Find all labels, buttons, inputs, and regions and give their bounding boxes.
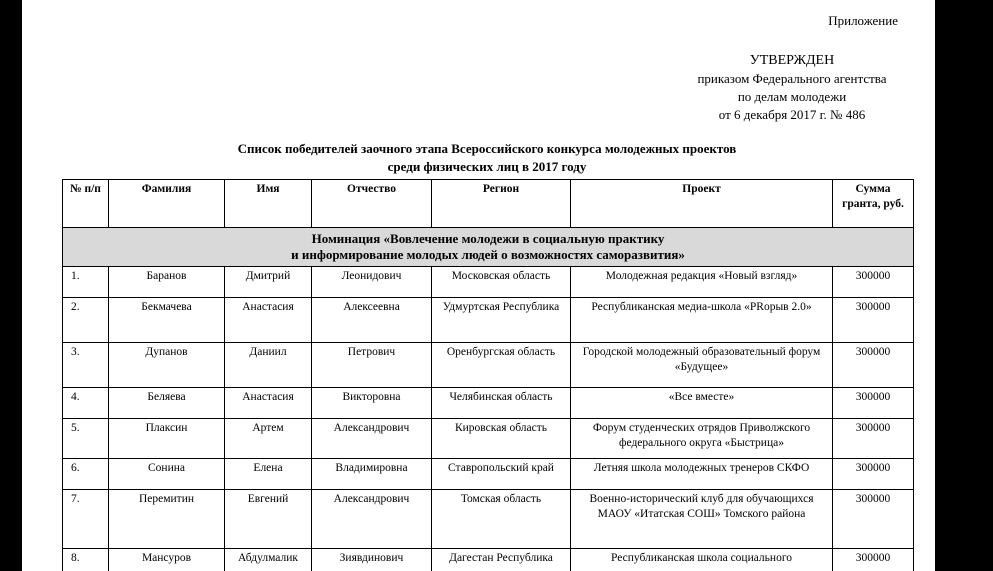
cell-surname: Мансуров [109,549,225,571]
approved-line-3: по делам молодежи [737,89,847,104]
approved-line-4: от 6 декабря 2017 г. № 486 [718,107,866,122]
cell-grant-sum: 300000 [833,298,914,343]
list-title-line-2: среди физических лиц в 2017 году [387,159,587,174]
table-row [63,459,914,490]
nomination-title [63,228,914,267]
cell-surname: Беляева [109,388,225,419]
cell-region: Ставропольский край [432,459,571,490]
table-row [63,388,914,419]
cell-surname: Сонина [109,459,225,490]
cell-region: Дагестан Республика [432,549,571,571]
table-row [63,267,914,298]
column-header-number: № п/п [63,180,109,228]
cell-number: 6. [63,459,109,490]
cell-patronymic: Зиявдинович [312,549,432,571]
cell-grant-sum: 300000 [833,388,914,419]
cell-name: Евгений [225,490,312,549]
cell-project: Республиканская школа социального [571,549,833,571]
cell-project: Республиканская медиа-школа «PRорыв 2.0» [571,298,833,343]
cell-project: Форум студенческих отрядов Приволжского федерального округа «Быстрица» [571,419,833,459]
cell-grant-sum: 300000 [833,490,914,549]
cell-surname: Дупанов [109,343,225,388]
cell-surname: Плаксин [109,419,225,459]
cell-region: Удмуртская Республика [432,298,571,343]
cell-project: Военно-исторический клуб для обучающихся МАОУ «Итатская СОШ» Томского района [571,490,833,549]
cell-patronymic: Викторовна [312,388,432,419]
cell-grant-sum: 300000 [833,459,914,490]
cell-project: Молодежная редакция «Новый взгляд» [571,267,833,298]
list-title-line-1: Список победителей заочного этапа Всероссийского конкурса молодежных проектов [237,141,737,156]
cell-patronymic: Петрович [312,343,432,388]
table-row [63,298,914,343]
nomination-line-1: Номинация «Вовлечение молодежи в социальную практику [311,231,665,246]
table-row [63,549,914,571]
cell-patronymic: Алексеевна [312,298,432,343]
cell-surname: Бекмачева [109,298,225,343]
cell-region: Оренбургская область [432,343,571,388]
nomination-row [63,228,914,267]
column-header-patronymic: Отчество [312,180,432,228]
cell-region: Томская область [432,490,571,549]
cell-surname: Перемитин [109,490,225,549]
cell-grant-sum: 300000 [833,343,914,388]
approval-block [622,52,935,124]
cell-patronymic: Леонидович [312,267,432,298]
cell-number: 7. [63,490,109,549]
column-header-name: Имя [225,180,312,228]
cell-name: Дмитрий [225,267,312,298]
cell-name: Елена [225,459,312,490]
cell-region: Кировская область [432,419,571,459]
cell-name: Артем [225,419,312,459]
nomination-line-2: и информирование молодых людей о возможностях саморазвития» [291,247,685,262]
cell-name: Анастасия [225,298,312,343]
winners-table [62,179,914,571]
cell-number: 3. [63,343,109,388]
column-header-grant-sum: Сумма гранта, руб. [833,180,914,228]
appendix-label: Приложение [828,13,898,28]
document-page [22,0,935,571]
cell-name: Даниил [225,343,312,388]
approved-line-2: приказом Федерального агентства [697,71,887,86]
cell-number: 5. [63,419,109,459]
cell-project: Летняя школа молодежных тренеров СКФО [571,459,833,490]
cell-grant-sum: 300000 [833,419,914,459]
cell-patronymic: Александрович [312,490,432,549]
cell-number: 1. [63,267,109,298]
cell-project: «Все вместе» [571,388,833,419]
column-header-project: Проект [571,180,833,228]
list-title [62,140,912,176]
cell-region: Московская область [432,267,571,298]
cell-grant-sum: 300000 [833,267,914,298]
table-header-row [63,180,914,228]
cell-number: 2. [63,298,109,343]
cell-surname: Баранов [109,267,225,298]
cell-region: Челябинская область [432,388,571,419]
cell-number: 4. [63,388,109,419]
cell-name: Абдулмалик [225,549,312,571]
table-row [63,490,914,549]
cell-project: Городской молодежный образовательный форум «Будущее» [571,343,833,388]
table-row [63,343,914,388]
cell-grant-sum: 300000 [833,549,914,571]
approved-heading: УТВЕРЖДЕН [749,53,835,68]
cell-patronymic: Владимировна [312,459,432,490]
cell-name: Анастасия [225,388,312,419]
cell-patronymic: Александрович [312,419,432,459]
column-header-region: Регион [432,180,571,228]
table-row [63,419,914,459]
cell-number: 8. [63,549,109,571]
column-header-surname: Фамилия [109,180,225,228]
